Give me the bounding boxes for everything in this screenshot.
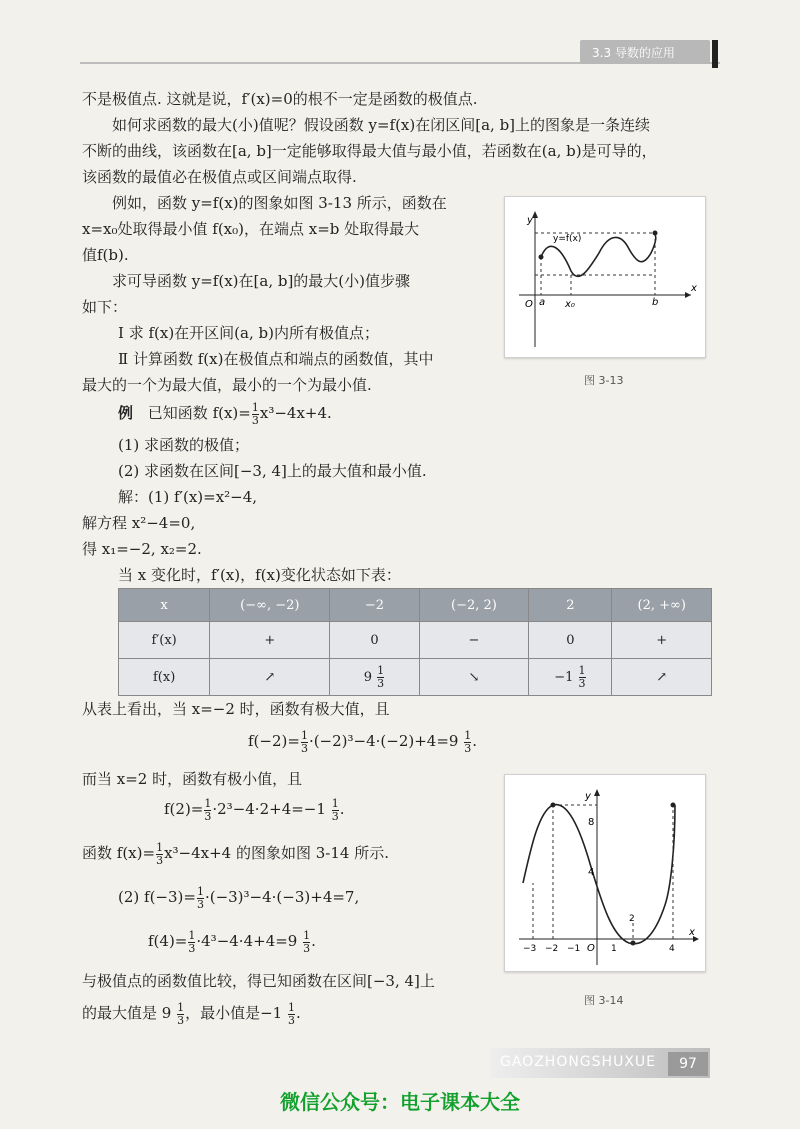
example-pre: 已知函数 f(x)= <box>147 404 251 422</box>
paragraph-1c: 该函数的最值必在极值点或区间端点取得. <box>82 168 357 186</box>
increasing-arrow-icon: ↗ <box>210 659 330 696</box>
fig13-curve-label: y=f(x) <box>553 234 582 244</box>
table-cell-min: −1 $\frac{1}{3}$ <box>529 659 612 696</box>
after-table-1: 从表上看出，当 x=−2 时，函数有极大值，且 <box>82 700 390 718</box>
after-table-2: 而当 x=2 时，函数有极小值，且 <box>82 770 303 788</box>
footer-series: GAOZHONGSHUXUE <box>500 1054 657 1070</box>
table-header-cell: (−2, 2) <box>419 589 529 622</box>
table-header-cell: (2, +∞) <box>612 589 712 622</box>
paragraph-2c: 值f(b). <box>82 246 129 264</box>
question-2: (2) 求函数在区间[−3, 4]上的最大值和最小值. <box>118 462 427 480</box>
equation-4: f(4)= $\frac{1}{3}$ ·4³−4·4+4=9 $\frac{1}{3}$ . <box>148 928 316 955</box>
equation-2: f(2)= $\frac{1}{3}$ ·2³−4·2+4=−1 $\frac{1}{3}$ . <box>164 796 345 823</box>
solution-2: 解方程 x²−4=0, <box>82 514 196 532</box>
table-header-cell: (−∞, −2) <box>210 589 330 622</box>
solution-4: 当 x 变化时，f′(x)，f(x)变化状态如下表： <box>118 566 401 584</box>
table-cell: + <box>210 622 330 659</box>
table-cell: 0 <box>529 622 612 659</box>
solution-1: 解：(1) f′(x)=x²−4, <box>118 488 258 506</box>
fig13-x0: x₀ <box>565 299 575 310</box>
section-title: 3.3 导数的应用 <box>592 45 675 60</box>
watermark: 微信公众号：电子课本大全 <box>280 1090 520 1114</box>
table-header-cell: 2 <box>529 589 612 622</box>
table-cell: f′(x) <box>119 622 210 659</box>
table-row <box>119 622 712 659</box>
header-marker <box>712 40 718 68</box>
paragraph-1a: 如何求函数的最大(小)值呢？假设函数 y=f(x)在闭区间[a, b]上的图象是一条连续 <box>112 116 651 134</box>
paragraph-0: 不是极值点. 这就是说，f′(x)=0的根不一定是函数的极值点. <box>82 90 478 108</box>
increasing-arrow-icon: ↗ <box>612 659 712 696</box>
fig14-tick-neg2: −2 <box>545 944 559 954</box>
fig14-y-label: y <box>585 791 591 802</box>
conclusion-2: 的最大值是 9 $\frac{1}{3}$ ，最小值是−1 $\frac{1}{3}$ . <box>82 1000 301 1027</box>
equation-3: (2) f(−3)= $\frac{1}{3}$ ·(−3)³−4·(−3)+4=7, <box>118 884 360 911</box>
page-number: 97 <box>668 1052 708 1076</box>
fig14-tick-4: 4 <box>588 867 595 878</box>
graph-3-14 <box>505 775 705 971</box>
decreasing-arrow-icon: ↘ <box>419 659 529 696</box>
solution-3: 得 x₁=−2, x₂=2. <box>82 540 202 558</box>
fig14-tick-neg1: −1 <box>567 944 581 954</box>
step-1: Ⅰ 求 f(x)在开区间(a, b)内所有极值点； <box>118 324 379 342</box>
caption-3-13: 图 3-13 <box>584 374 624 387</box>
graph-3-13 <box>505 197 705 357</box>
conclusion-1: 与极值点的函数值比较，得已知函数在区间[−3, 4]上 <box>82 972 435 990</box>
step-2b: 最大的一个为最大值，最小的一个为最小值. <box>82 376 372 394</box>
fig14-tick-neg3: −3 <box>523 944 537 954</box>
figure-3-13 <box>504 196 706 358</box>
table-header-cell: −2 <box>330 589 419 622</box>
equation-1: f(−2)= $\frac{1}{3}$ ·(−2)³−4·(−2)+4=9 $\frac{1}{3}$ . <box>248 728 478 755</box>
paragraph-3a: 求可导函数 y=f(x)在[a, b]的最大(小)值步骤 <box>112 272 411 290</box>
fig14-x-label: x <box>689 927 695 938</box>
table-cell-max: 9 $\frac{1}{3}$ <box>330 659 419 696</box>
fig13-y-label: y <box>527 215 533 226</box>
variation-table <box>118 588 712 696</box>
fig14-tick-8: 8 <box>588 817 595 828</box>
fig13-origin: O <box>525 299 533 310</box>
fraction-1-3: $\frac{1}{3}$ <box>251 400 259 427</box>
paragraph-1b: 不断的曲线，该函数在[a, b]一定能够取得最大值与最小值，若函数在(a, b)是可导的， <box>82 142 657 160</box>
question-1: (1) 求函数的极值； <box>118 436 250 454</box>
example-statement <box>118 400 332 427</box>
fig14-tick-4x: 4 <box>669 944 675 954</box>
fig13-b: b <box>652 297 659 308</box>
table-cell: − <box>419 622 529 659</box>
section-tab <box>580 40 710 64</box>
table-row <box>119 659 712 696</box>
table-header-cell: x <box>119 589 210 622</box>
table-cell: 0 <box>330 622 419 659</box>
fig13-a: a <box>539 297 546 308</box>
caption-3-14: 图 3-14 <box>584 994 624 1007</box>
step-2a: Ⅱ 计算函数 f(x)在极值点和端点的函数值，其中 <box>118 350 434 368</box>
example-label: 例 <box>118 404 134 422</box>
table-cell: + <box>612 622 712 659</box>
figure-3-14 <box>504 774 706 972</box>
paragraph-2a: 例如，函数 y=f(x)的图象如图 3-13 所示，函数在 <box>112 194 447 212</box>
paragraph-3b: 如下： <box>82 298 128 316</box>
example-post: x³−4x+4. <box>259 404 332 422</box>
table-header-row <box>119 589 712 622</box>
fig14-origin: O <box>587 943 595 954</box>
fig13-x-label: x <box>691 283 697 294</box>
fig14-tick-1: 1 <box>611 944 617 954</box>
after-table-3: 函数 f(x)= $\frac{1}{3}$ x³−4x+4 的图象如图 3-14 所示. <box>82 840 389 867</box>
paragraph-2b: x=x₀处取得最小值 f(x₀)，在端点 x=b 处取得最大 <box>82 220 420 238</box>
table-cell: f(x) <box>119 659 210 696</box>
fig14-tick-2: 2 <box>629 914 635 924</box>
